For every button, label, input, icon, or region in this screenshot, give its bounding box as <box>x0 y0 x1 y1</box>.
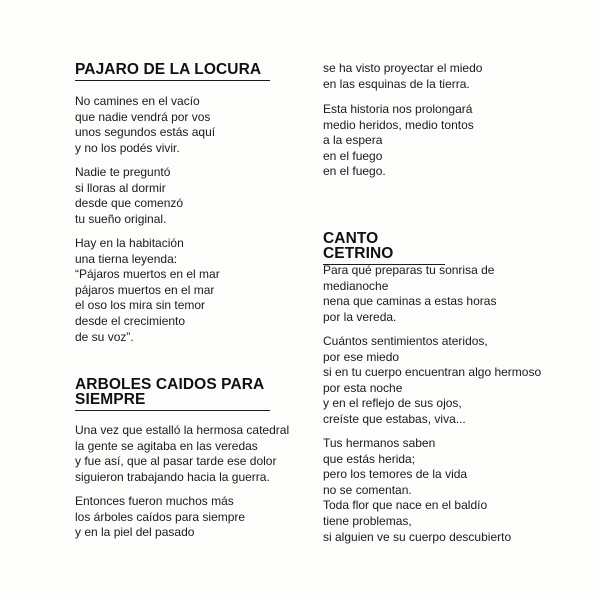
verse-line: y en el reflejo de sus ojos, <box>323 396 462 411</box>
verse-line: y no los podés vivir. <box>75 140 180 155</box>
verse-line: que nadie vendrá por vos <box>75 109 211 124</box>
stanza <box>323 436 511 545</box>
verse-line: Para qué preparas tu sonrisa de <box>323 263 495 277</box>
verse-line: pero los temores de la vida <box>323 467 468 482</box>
verse-line: desde el crecimiento <box>75 313 186 328</box>
stanza <box>323 61 583 92</box>
stanza <box>75 94 215 156</box>
verse-line: nena que caminas a estas horas <box>323 294 497 309</box>
verse-line: siguieron trabajando hacia la guerra. <box>75 469 270 484</box>
verse-line: los árboles caídos para siempre <box>75 509 246 524</box>
verse-line: de su voz”. <box>75 329 134 344</box>
verse-line: Nadie te preguntó <box>75 165 171 179</box>
verse-line: una tierna leyenda: <box>75 251 178 266</box>
verse-line: la gente se agitaba en las veredas <box>75 438 258 453</box>
verse-line: que estás herida; <box>323 451 416 466</box>
verse-line: medianoche <box>323 278 389 293</box>
verse-line: unos segundos estás aquí <box>75 125 216 140</box>
song-title: CANTO CETRINO <box>323 231 445 265</box>
verse-line: Entonces fueron muchos más <box>75 494 234 508</box>
verse-line: a la espera <box>323 133 383 148</box>
verse-line: en el fuego. <box>323 164 386 179</box>
stanza <box>75 494 245 541</box>
verse-line: y fue así, que al pasar tarde ese dolor <box>75 454 277 469</box>
verse-line: no se comentan. <box>323 482 412 497</box>
verse-line: y en la piel del pasado <box>75 525 195 540</box>
stanza <box>323 263 496 325</box>
song-title-line: SIEMPRE <box>75 391 146 408</box>
verse-line: por esta noche <box>323 380 403 395</box>
verse-line: el oso los mira sin temor <box>75 298 206 313</box>
verse-line: por la vereda. <box>323 309 397 324</box>
verse-line: medio heridos, medio tontos <box>323 117 474 132</box>
verse-line: Hay en la habitación <box>75 236 184 250</box>
verse-line: en las esquinas de la tierra. <box>323 76 470 91</box>
verse-line: No camines en el vacío <box>75 94 200 108</box>
verse-line: Tus hermanos saben <box>323 436 436 450</box>
verse-line: si alguien ve su cuerpo descubierto <box>323 529 512 544</box>
verse-line: se ha visto proyectar el miedo <box>323 61 483 75</box>
verse-line: si lloras al dormir <box>75 180 166 195</box>
song-arboles-caidos-para-siempre <box>75 376 295 540</box>
verse-line: por ese miedo <box>323 349 400 364</box>
stanza <box>75 165 183 227</box>
verse-line: Toda flor que nace en el baldío <box>323 498 488 513</box>
song-canto-cetrino <box>323 230 583 544</box>
verse-line: si en tu cuerpo encuentran algo hermoso <box>323 365 542 380</box>
verse-line: Esta historia nos prolongará <box>323 102 473 116</box>
verse-line: en el fuego <box>323 148 383 163</box>
verse-line: Cuántos sentimientos ateridos, <box>323 334 488 348</box>
song-title <box>75 377 270 411</box>
stanza <box>75 423 289 485</box>
song-title-line: ARBOLES CAIDOS PARA <box>75 376 265 393</box>
verse-line: creíste que estabas, viva... <box>323 411 466 426</box>
verse-line: desde que comenzó <box>75 196 184 211</box>
verse-line: tiene problemas, <box>323 513 412 528</box>
song-pajaro-de-la-locura <box>75 61 295 344</box>
verse-line: pájaros muertos en el mar <box>75 282 215 297</box>
stanza <box>323 102 474 180</box>
song-continuation <box>323 61 583 179</box>
verse-line: “Pájaros muertos en el mar <box>75 267 220 282</box>
stanza <box>75 236 220 345</box>
stanza <box>323 334 541 428</box>
verse-line: Una vez que estalló la hermosa catedral <box>75 423 290 437</box>
song-title: PAJARO DE LA LOCURA <box>75 62 270 81</box>
verse-line: tu sueño original. <box>75 211 167 226</box>
